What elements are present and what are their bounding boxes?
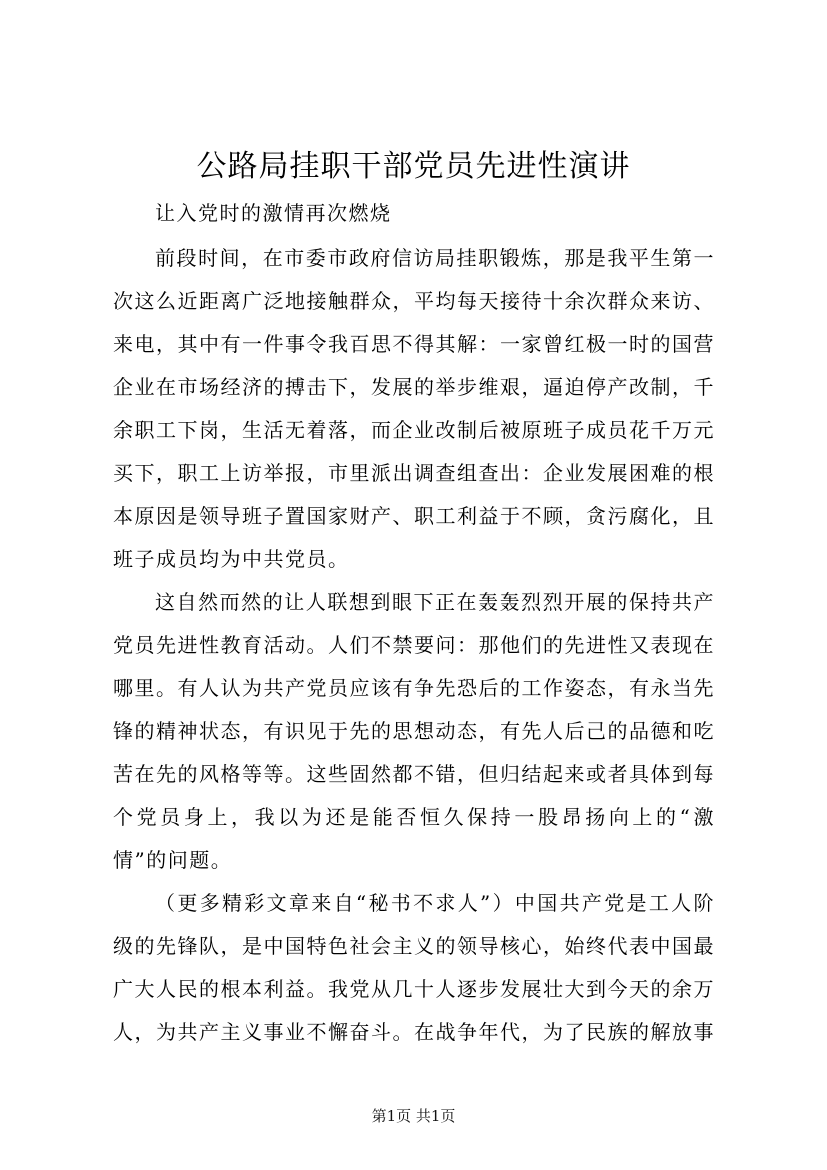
document-subtitle: 让入党时的激情再次燃烧 xyxy=(155,201,392,225)
page-number: 第1页 共1页 xyxy=(371,1107,456,1125)
paragraph: （更多精彩文章来自“秘书不求人”）中国共产党是工人阶级的先锋队，是中国特色社会主义的领导核心，始终代表中国最广大人民的根本利益。我党从几十人逐步发展壮大到今天的余万人，为共产主义事业不懈奋斗。在战争年代，为了民族的解放事 xyxy=(113,891,715,1044)
paragraph: 前段时间，在市委市政府信访局挂职锻炼，那是我平生第一次这么近距离广泛地接触群众，平均每天接待十余次群众来访、来电，其中有一件事令我百思不得其解：一家曾红极一时的国营企业在市场经济的搏击下，发展的举步维艰，逼迫停产改制，千余职工下岗，生活无着落，而企业改制后被原班子成员花千万元买下，职工上访举报，市里派出调查组查出：企业发展困难的根本原因是领导班子置国家财产、职工利益于不顾，贪污腐化，且班子成员均为中共党员。 xyxy=(113,246,715,571)
document-title: 公路局挂职干部党员先进性演讲 xyxy=(196,149,631,184)
document-body xyxy=(113,199,715,1054)
paragraph: 这自然而然的让人联想到眼下正在轰轰烈烈开展的保持共产党员先进性教育活动。人们不禁要问：那他们的先进性又表现在哪里。有人认为共产党员应该有争先恐后的工作姿态，有永当先锋的精神状态，有识见于先的思想动态，有先人后己的品德和吃苦在先的风格等等。这些固然都不错，但归结起来或者具体到每个党员身上，我以为还是能否恒久保持一股昂扬向上的“激情”的问题。 xyxy=(113,590,715,872)
